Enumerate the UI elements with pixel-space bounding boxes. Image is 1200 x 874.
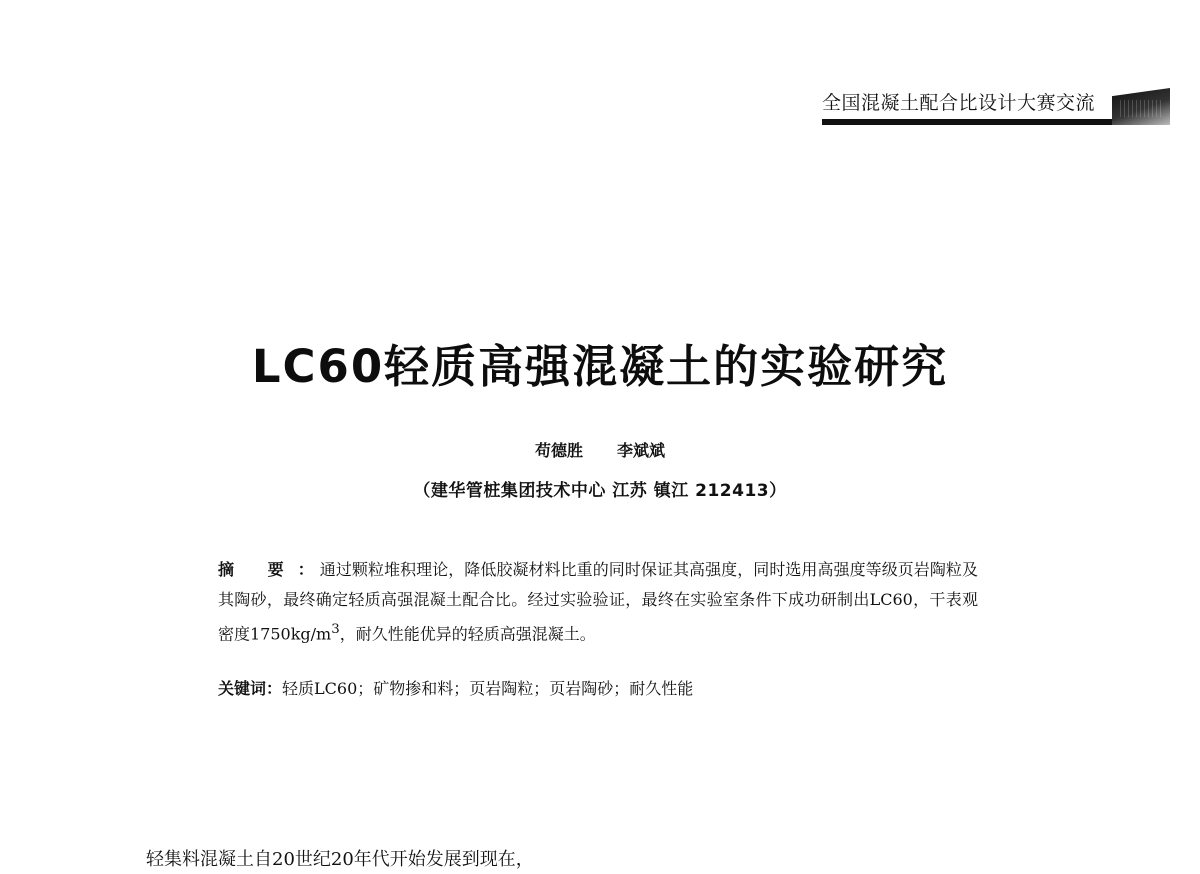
author-name: 苟德胜 (534, 441, 583, 460)
author-list (0, 438, 1200, 461)
author-name: 李斌斌 (617, 441, 666, 460)
running-header-tab-decoration (1112, 88, 1170, 125)
affiliation: （建华管桩集团技术中心 江苏 镇江 212413） (413, 481, 787, 501)
paper-title: LC60轻质高强混凝土的实验研究 (251, 340, 949, 393)
abstract-superscript: 3 (331, 622, 340, 637)
running-header (822, 88, 1170, 128)
keywords-text: 轻质LC60；矿物掺和料；页岩陶粒；页岩陶砂；耐久性能 (282, 679, 694, 698)
abstract-label: 摘 要 (218, 560, 298, 579)
abstract (218, 555, 978, 649)
abstract-text: 通过颗粒堆积理论，降低胶凝材料比重的同时保证其高强度，同时选用高强度等级页岩陶粒及其陶砂，最终确定轻质高强混凝土配合比。经过实验验证，最终在实验室条件下成功研制出LC60，干表观密度1750kg/m (218, 560, 978, 644)
body-paragraph-first-line: 轻集料混凝土自20世纪20年代开始发展到现在， (146, 849, 534, 870)
keywords (218, 676, 978, 702)
abstract-label-colon: ： (297, 560, 314, 579)
keywords-label: 关键词： (218, 679, 283, 698)
running-header-text: 全国混凝土配合比设计大赛交流 (822, 92, 1096, 114)
abstract-text-end: ，耐久性能优异的轻质高强混凝土。 (339, 624, 596, 644)
